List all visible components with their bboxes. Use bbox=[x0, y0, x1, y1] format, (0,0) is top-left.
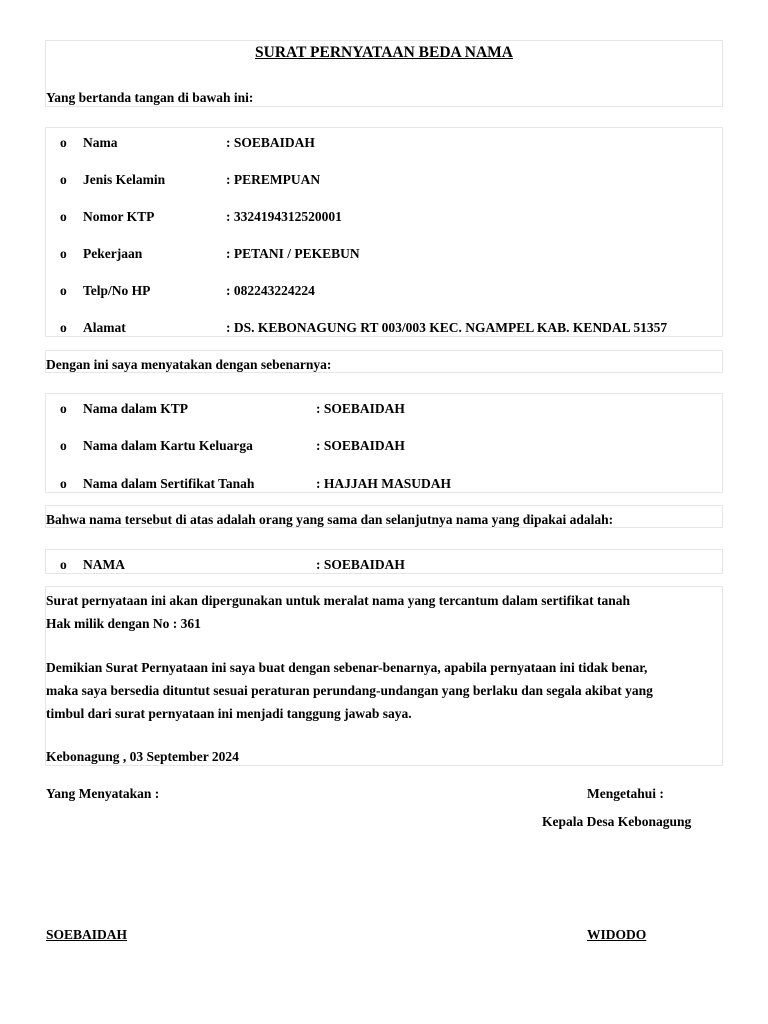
used-name-value: : SOEBAIDAH bbox=[316, 557, 405, 572]
name-value: : SOEBAIDAH bbox=[316, 401, 405, 416]
bullet-marker: o bbox=[60, 209, 67, 224]
identity-item-alamat bbox=[60, 320, 728, 338]
bullet-marker: o bbox=[60, 401, 67, 416]
identity-label: Pekerjaan bbox=[83, 246, 143, 261]
name-value: : HAJJAH MASUDAH bbox=[316, 476, 451, 491]
name-item-sertifikat bbox=[60, 476, 728, 494]
identity-label: Alamat bbox=[83, 320, 126, 335]
identity-label: Nomor KTP bbox=[83, 209, 155, 224]
name-label: Nama dalam KTP bbox=[83, 401, 189, 416]
signer-heading: Yang Menyatakan : bbox=[46, 786, 160, 801]
name-label: Nama dalam Kartu Keluarga bbox=[83, 438, 253, 453]
identity-value: : 082243224224 bbox=[226, 283, 315, 298]
purpose-line-1: Surat pernyataan ini akan dipergunakan untuk meralat nama yang tercantum dalam sertifikat tanah bbox=[46, 593, 631, 608]
same-person-text: Bahwa nama tersebut di atas adalah orang yang sama dan selanjutnya nama yang dipakai adalah: bbox=[46, 512, 614, 527]
closing-line-1: Demikian Surat Pernyataan ini saya buat dengan sebenar-benarnya, apabila pernyataan ini tidak benar, bbox=[46, 660, 648, 675]
identity-label: Jenis Kelamin bbox=[83, 172, 166, 187]
approver-heading: Mengetahui : bbox=[587, 786, 664, 801]
identity-label: Telp/No HP bbox=[83, 283, 151, 298]
identity-item-nomor-ktp bbox=[60, 209, 728, 227]
used-name-item bbox=[60, 557, 728, 575]
bullet-marker: o bbox=[60, 246, 67, 261]
place-date: Kebonagung , 03 September 2024 bbox=[46, 749, 239, 764]
approver-name: WIDODO bbox=[587, 927, 647, 942]
bullet-marker: o bbox=[60, 172, 67, 187]
identity-box bbox=[45, 127, 723, 337]
identity-value: : SOEBAIDAH bbox=[226, 135, 315, 150]
signer-name: SOEBAIDAH bbox=[46, 927, 128, 942]
declare-intro-text: Dengan ini saya menyatakan dengan sebenarnya: bbox=[46, 357, 332, 372]
approver-role: Kepala Desa Kebonagung bbox=[542, 814, 692, 829]
bullet-marker: o bbox=[60, 476, 67, 491]
document-title: SURAT PERNYATAAN BEDA NAMA bbox=[255, 44, 513, 61]
purpose-line-2: Hak milik dengan No : 361 bbox=[46, 616, 201, 631]
bullet-marker: o bbox=[60, 283, 67, 298]
identity-value: : PETANI / PEKEBUN bbox=[226, 246, 360, 261]
bullet-marker: o bbox=[60, 320, 67, 335]
used-name-label: NAMA bbox=[83, 557, 125, 572]
name-label: Nama dalam Sertifikat Tanah bbox=[83, 476, 255, 491]
body-box bbox=[45, 586, 723, 766]
name-value: : SOEBAIDAH bbox=[316, 438, 405, 453]
closing-line-3: timbul dari surat pernyataan ini menjadi tanggung jawab saya. bbox=[46, 706, 412, 721]
closing-line-2: maka saya bersedia dituntut sesuai peraturan perundang-undangan yang berlaku dan segala akibat yang bbox=[46, 683, 653, 698]
identity-value: : DS. KEBONAGUNG RT 003/003 KEC. NGAMPEL KAB. KENDAL 51357 bbox=[226, 320, 668, 335]
identity-item-telp bbox=[60, 283, 728, 301]
intro-text: Yang bertanda tangan di bawah ini: bbox=[46, 90, 254, 105]
identity-item-pekerjaan bbox=[60, 246, 728, 264]
bullet-marker: o bbox=[60, 135, 67, 150]
name-item-ktp bbox=[60, 401, 728, 419]
identity-label: Nama bbox=[83, 135, 118, 150]
bullet-marker: o bbox=[60, 557, 67, 572]
bullet-marker: o bbox=[60, 438, 67, 453]
identity-value: : 3324194312520001 bbox=[226, 209, 342, 224]
name-item-kk bbox=[60, 438, 728, 456]
identity-item-nama bbox=[60, 135, 728, 153]
identity-value: : PEREMPUAN bbox=[226, 172, 321, 187]
identity-item-jenis-kelamin bbox=[60, 172, 728, 190]
